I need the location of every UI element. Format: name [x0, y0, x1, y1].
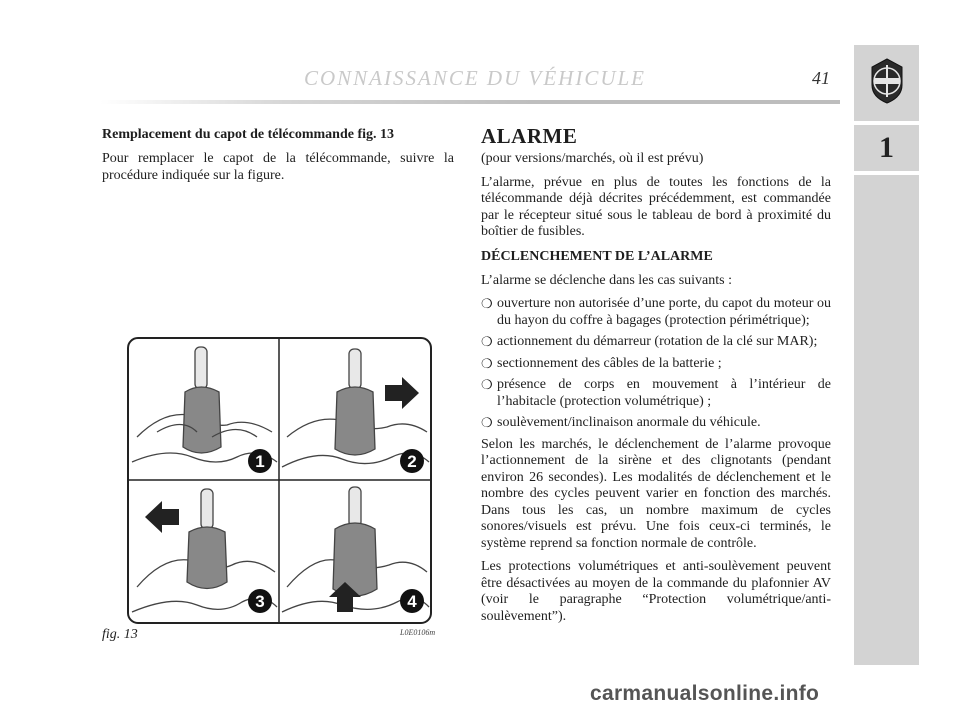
figure-13 [127, 337, 432, 624]
intro-paragraph: L’alarme, prévue en plus de toutes les fonctions de la télécommande déjà décrites précédemment, est commandée par le récepteur situé sous le tableau de bord à proximité du boîtier de fusibles. [481, 174, 831, 239]
bullet-circle-icon: ❍ [481, 334, 493, 349]
subheading: Remplacement du capot de télécommande fig. 13 [102, 127, 395, 142]
trigger-heading: DÉCLENCHEMENT DE L’ALARME [481, 248, 713, 264]
step-badge-1 [248, 449, 272, 473]
tab-separator [854, 121, 919, 125]
left-paragraph: Pour remplacer le capot de la télécommande, suivre la procédure indiquée sur la figure. [102, 151, 454, 183]
svg-text:3: 3 [255, 592, 265, 611]
body-paragraph: Les protections volumétriques et anti-soulèvement peuvent être désactivées au moyen de la commande du plafonnier AV (voir le paragraphe “Protection volumétrique/anti-soulèvement”). [481, 559, 831, 624]
figure-caption: fig. 13 [102, 627, 138, 642]
left-column [102, 124, 454, 191]
bullet-circle-icon: ❍ [481, 296, 493, 311]
bullet-item: ❍ soulèvement/inclinaison anormale du véhicule. [481, 415, 761, 430]
right-column [481, 124, 831, 632]
bullet-item: ❍ sectionnement des câbles de la batterie ; [481, 355, 722, 371]
bullet-item: ❍ ouverture non autorisée d’une porte, du capot du moteur ou du hayon du coffre à bagages (protection périmétrique); [481, 296, 831, 328]
header-title: CONNAISSANCE DU VÉHICULE [304, 66, 646, 90]
step-badge-4 [400, 589, 424, 613]
bullet-circle-icon: ❍ [481, 415, 493, 430]
side-tab [854, 45, 919, 665]
bullet-item: ❍ actionnement du démarreur (rotation de la clé sur MAR); [481, 334, 818, 349]
page-number: 41 [812, 68, 830, 88]
bullet-circle-icon: ❍ [481, 355, 493, 371]
svg-text:4: 4 [407, 592, 417, 611]
svg-text:2: 2 [407, 452, 417, 471]
step-badge-2 [400, 449, 424, 473]
step-badge-3 [248, 589, 272, 613]
trigger-intro: L’alarme se déclenche dans les cas suivants : [481, 272, 733, 288]
header-rule [100, 100, 840, 104]
tab-separator [854, 171, 919, 175]
body-paragraph: Selon les marchés, le déclenchement de l’alarme provoque l’actionnement de la sirène et des clignotants (pendant environ 26 secondes). Les modalités de déclenchement et le nombre des cycles peuvent varier en fonction des marchés. Dans tous les cas, un nombre maximum de cycles sonores/visuels est prévu. Une fois ceux-ci terminés, le système reprend sa fonction normale de contrôle. [481, 436, 831, 551]
lancia-logo [866, 57, 908, 105]
section-title: ALARME [481, 124, 578, 148]
bullet-circle-icon: ❍ [481, 377, 493, 392]
chapter-number: 1 [879, 131, 894, 164]
section-subtitle: (pour versions/marchés, où il est prévu) [481, 151, 704, 166]
svg-text:1: 1 [255, 452, 265, 471]
watermark: carmanualsonline.info [590, 682, 820, 705]
figure-code: L0E0106m [400, 628, 436, 637]
bullet-item: ❍ présence de corps en mouvement à l’intérieur de l’habitacle (protection volumétrique) ; [481, 377, 831, 409]
